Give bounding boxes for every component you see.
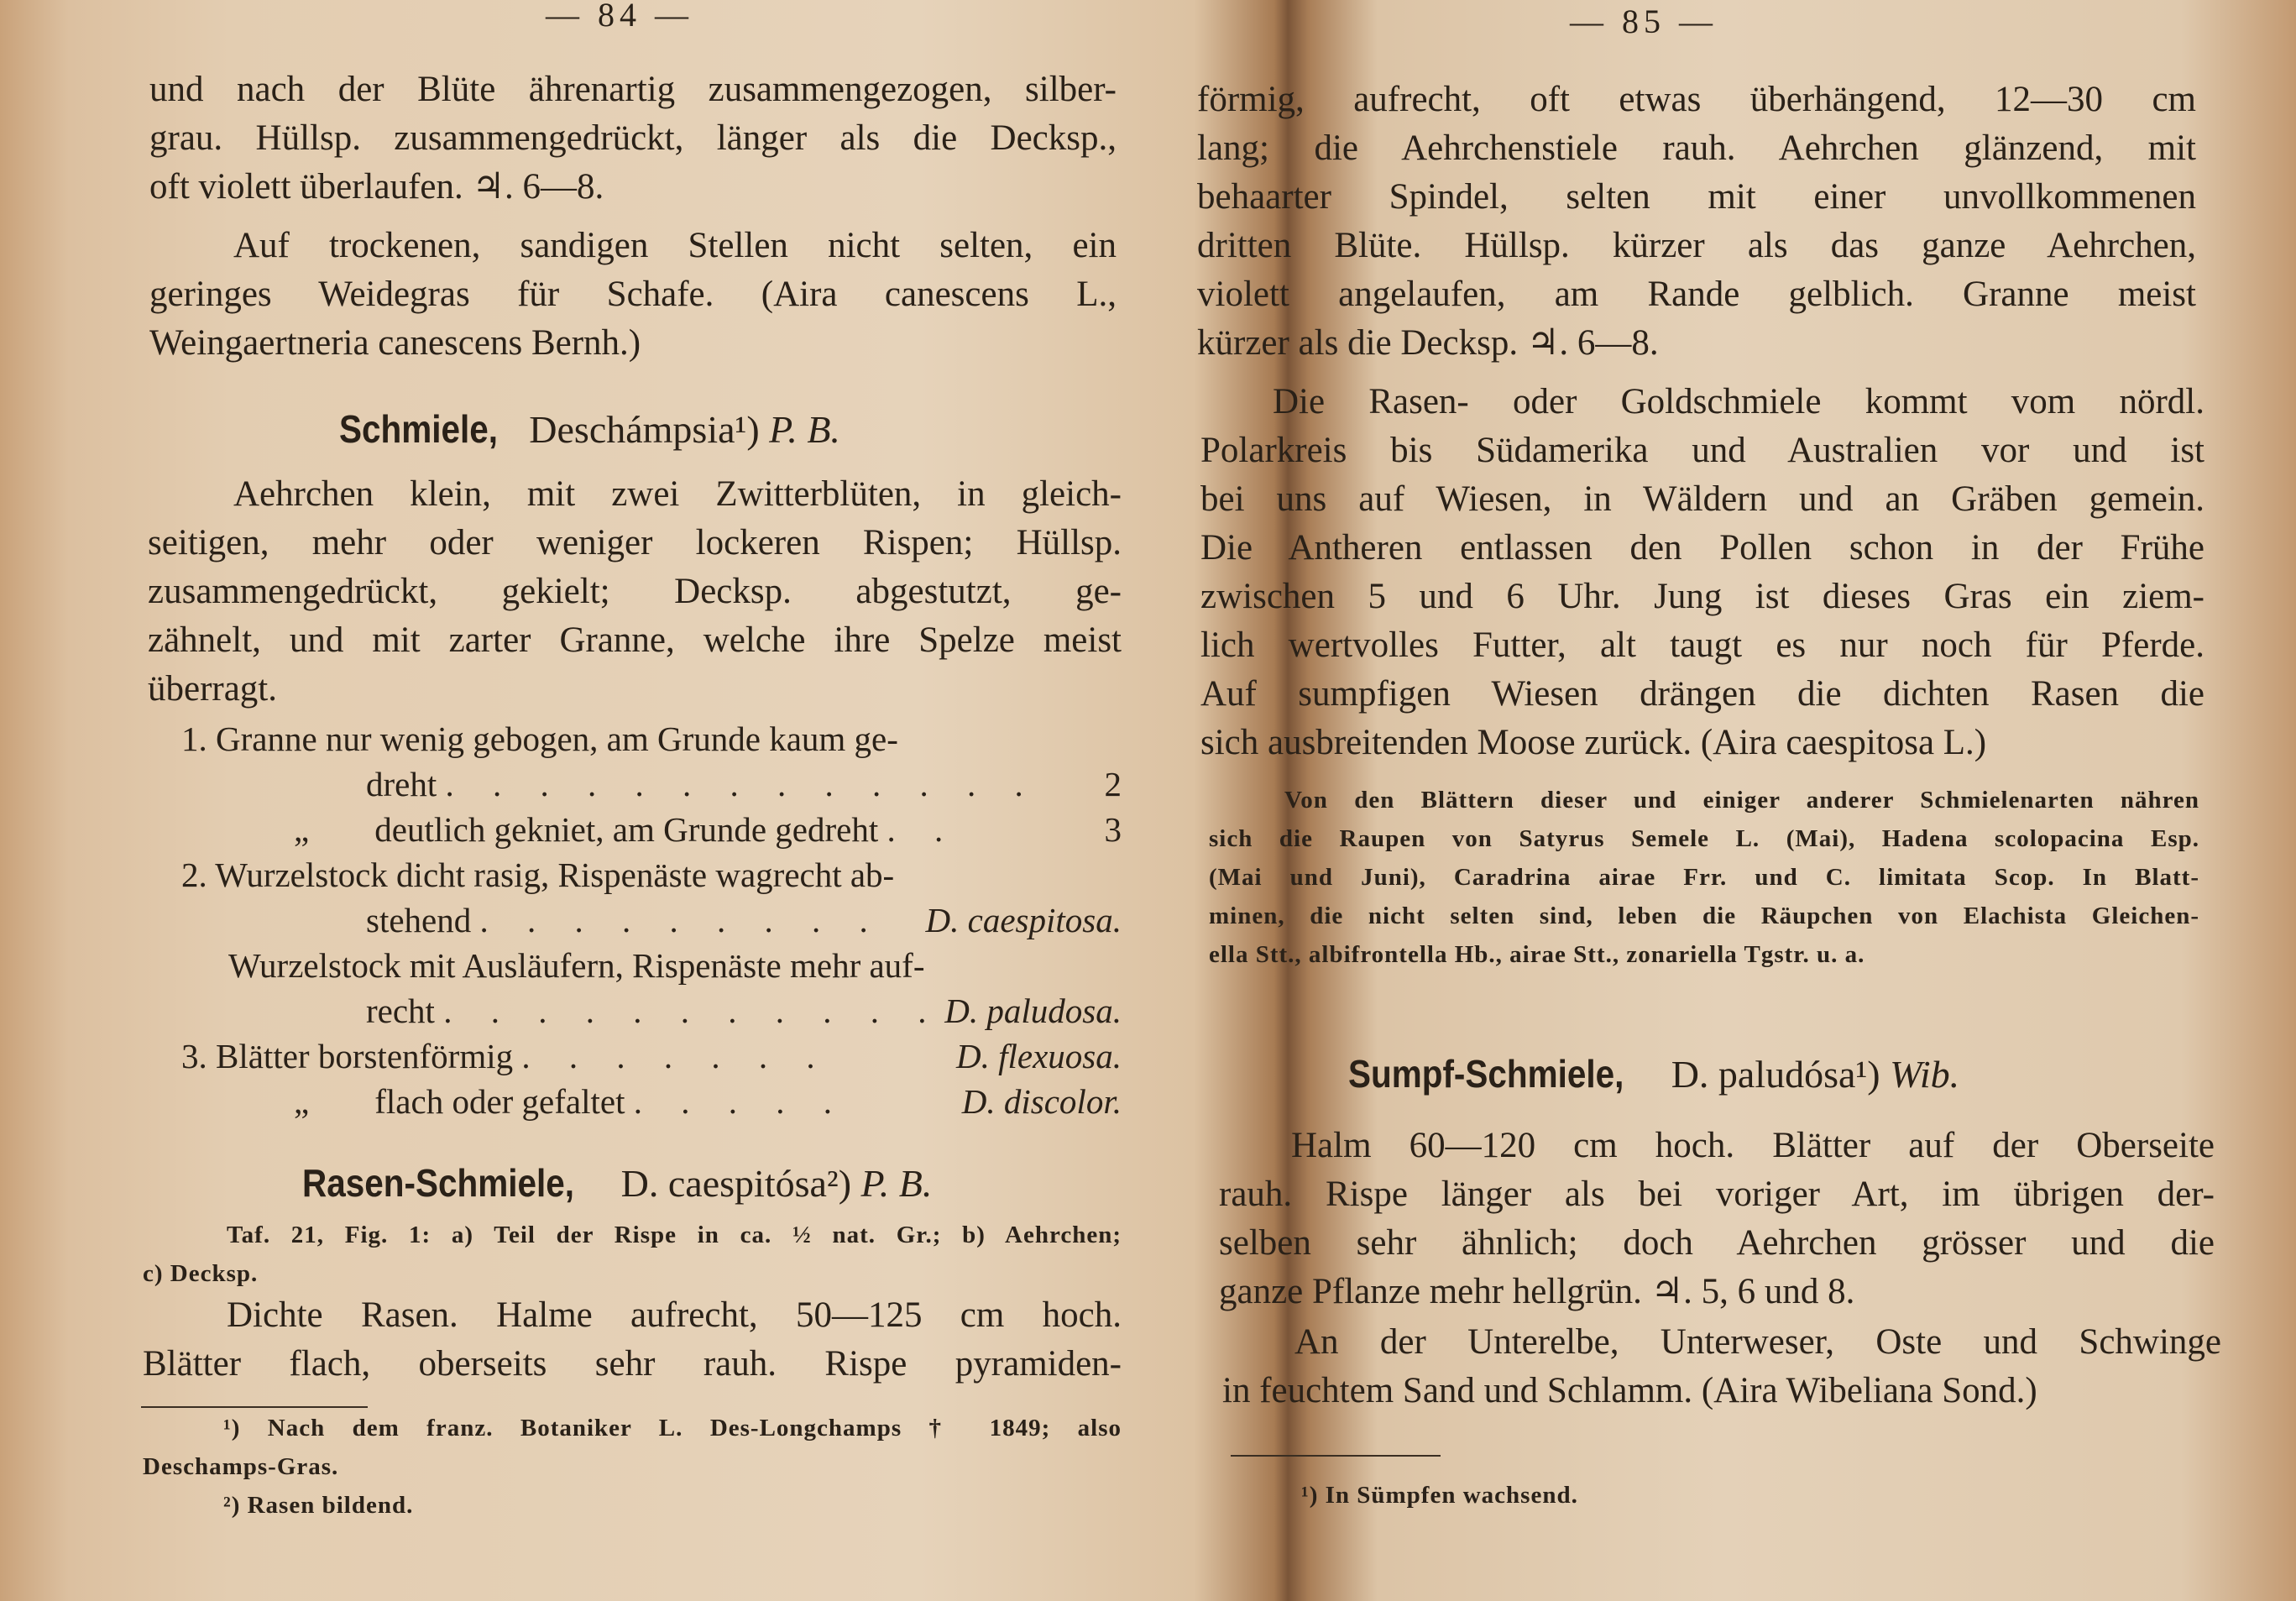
text-line: dritten Blüte. Hüllsp. kürzer als das ganze Aehrchen, — [1197, 226, 2196, 265]
intro-paragraph — [149, 65, 1117, 212]
text-line: behaarter Spindel, selten mit einer unvollkommenen — [1197, 177, 2196, 217]
species-heading — [302, 1160, 932, 1206]
species-latin-name: D. caespitósa²) — [620, 1162, 852, 1205]
key-text: Wurzelstock mit Ausläufern, Rispenäste mehr auf- — [228, 946, 925, 985]
genus-common-name: Schmiele, — [339, 407, 499, 451]
footnotes — [1301, 1476, 2057, 1515]
text-line: zusammengedrückt, gekielt; Decksp. abgestutzt, ge- — [148, 572, 1122, 611]
habitat-paragraph — [1200, 378, 2204, 767]
text-line: und nach der Blüte ährenartig zusammengezogen, silber- — [149, 70, 1117, 109]
footnotes — [143, 1409, 1122, 1525]
text-line: förmig, aufrecht, oft etwas überhängend, 12—30 cm — [1197, 80, 2196, 119]
key-dots: . . . . . . . . . — [479, 901, 883, 939]
page-number: — 84 — — [546, 0, 693, 34]
key-row — [366, 991, 1122, 1031]
genus-latin-name: Deschámpsia¹) — [529, 408, 760, 451]
footnote-line: Deschamps-Gras. — [143, 1453, 339, 1480]
text-line: seitigen, mehr oder weniger lockeren Rispen; Hüllsp. — [148, 523, 1122, 562]
text-line: zwischen 5 und 6 Uhr. Jung ist dieses Gras ein ziem- — [1200, 577, 2204, 616]
continued-description — [1197, 76, 2196, 368]
distribution-paragraph — [1222, 1318, 2221, 1415]
text-line: zähnelt, und mit zarter Granne, welche ihre Spelze meist — [148, 620, 1122, 660]
text-line: Aehrchen klein, mit zwei Zwitterblüten, in gleich- — [233, 474, 1122, 514]
footnote-rule — [141, 1406, 368, 1408]
right-page — [1175, 0, 2296, 1601]
key-number: 2. — [181, 855, 207, 894]
key-row — [181, 719, 1122, 759]
page-number: — 85 — — [1570, 3, 1718, 40]
text-line: Von den Blättern dieser und einiger anderer Schmielenarten nähren — [1284, 787, 2199, 814]
key-row — [366, 900, 1122, 940]
species-heading — [1348, 1051, 1959, 1096]
text-line: Taf. 21, Fig. 1: a) Teil der Rispe in ca. ½ nat. Gr.; b) Aehrchen; — [227, 1222, 1122, 1248]
key-number: „ — [294, 1082, 310, 1121]
key-row — [294, 809, 1122, 850]
text-line: An der Unterelbe, Unterweser, Oste und Schwinge — [1294, 1322, 2221, 1362]
genus-author: P. B. — [769, 408, 840, 451]
text-line: sich ausbreitenden Moose zurück. (Aira caespitosa L.) — [1200, 723, 1987, 762]
key-result: D. caespitosa. — [925, 901, 1122, 939]
footnote-line: ¹) Nach dem franz. Botaniker L. Des-Longchamps † 1849; also — [223, 1415, 1122, 1441]
text-line: Halm 60—120 cm hoch. Blätter auf der Oberseite — [1291, 1126, 2215, 1165]
text-line: c) Decksp. — [143, 1260, 259, 1287]
text-line: (Mai und Juni), Caradrina airae Frr. und C. limitata Scop. In Blatt- — [1209, 864, 2199, 891]
key-row — [228, 945, 1122, 986]
text-line: grau. Hüllsp. zusammengedrückt, länger als die Decksp., — [149, 118, 1117, 158]
text-line: Polarkreis bis Südamerika und Australien vor und ist — [1200, 431, 2204, 470]
key-result: 2 — [1104, 765, 1122, 803]
text-line: in feuchtem Sand und Schlamm. (Aira Wibeliana Sond.) — [1222, 1371, 2037, 1410]
text-line: violett angelaufen, am Rande gelblich. Granne meist — [1197, 275, 2196, 314]
footnote-line: ²) Rasen bildend. — [223, 1492, 414, 1519]
key-number: „ — [294, 810, 310, 849]
key-dots: . . — [886, 810, 959, 849]
text-line: rauh. Rispe länger als bei voriger Art, im übrigen der- — [1219, 1175, 2215, 1214]
text-line: lich wertvolles Futter, alt taugt es nur noch für Pferde. — [1200, 625, 2204, 665]
text-line: Blätter flach, oberseits sehr rauh. Rispe pyramiden- — [143, 1344, 1122, 1384]
key-result: D. discolor. — [961, 1082, 1122, 1121]
key-text: dreht — [366, 765, 437, 803]
text-line: ella Stt., albifrontella Hb., airae Stt., zonariella Tgstr. u. a. — [1209, 941, 1865, 968]
text-line: Die Antheren entlassen den Pollen schon in der Frühe — [1200, 528, 2204, 568]
key-result: 3 — [1104, 810, 1122, 849]
text-line: Die Rasen- oder Goldschmiele kommt vom nördl. — [1273, 382, 2204, 421]
key-text: Granne nur wenig gebogen, am Grunde kaum ge- — [216, 719, 898, 758]
species-common-name: Rasen-Schmiele, — [302, 1161, 574, 1205]
key-number: 3. — [181, 1037, 207, 1075]
key-row — [181, 855, 1122, 895]
species-description — [1219, 1122, 2215, 1316]
key-row — [181, 1036, 1122, 1076]
key-text: deutlich gekniet, am Grunde gedreht — [374, 810, 879, 849]
text-line: minen, die nicht selten sind, leben die Räupchen von Elachista Gleichen- — [1209, 903, 2199, 929]
text-line: Auf trockenen, sandigen Stellen nicht selten, ein — [233, 226, 1117, 265]
key-result: D. flexuosa. — [956, 1037, 1122, 1075]
key-text: stehend — [366, 901, 472, 939]
text-line: überragt. — [148, 669, 278, 709]
species-author: Wib. — [1890, 1053, 1960, 1096]
species-common-name: Sumpf-Schmiele, — [1348, 1052, 1624, 1096]
genus-description — [148, 470, 1122, 714]
plate-reference — [143, 1216, 1122, 1293]
footnote-line: ¹) In Sümpfen wachsend. — [1301, 1482, 1578, 1509]
text-line: selben sehr ähnlich; doch Aehrchen grösser und die — [1219, 1223, 2215, 1263]
species-description — [143, 1291, 1122, 1389]
text-line: geringes Weidegras für Schafe. (Aira canescens L., — [149, 275, 1117, 314]
text-line: Auf sumpfigen Wiesen drängen die dichten Rasen die — [1200, 674, 2204, 714]
key-text: flach oder gefaltet — [374, 1082, 625, 1121]
text-line: Weingaertneria canescens Bernh.) — [149, 323, 641, 363]
genus-heading — [339, 406, 840, 452]
text-line: sich die Raupen von Satyrus Semele L. (Mai), Hadena scolopacina Esp. — [1209, 825, 2199, 852]
text-line: Dichte Rasen. Halme aufrecht, 50—125 cm hoch. — [227, 1295, 1122, 1335]
key-row — [294, 1081, 1122, 1122]
species-latin-name: D. paludósa¹) — [1671, 1053, 1880, 1096]
key-result: D. paludosa. — [944, 991, 1122, 1030]
text-line: kürzer als die Decksp. ♃. 6—8. — [1197, 323, 1659, 363]
key-number: 1. — [181, 719, 207, 758]
text-line: ganze Pflanze mehr hellgrün. ♃. 5, 6 und 8. — [1219, 1272, 1855, 1311]
habitat-paragraph — [149, 222, 1117, 368]
key-text: Blätter borstenförmig — [216, 1037, 514, 1075]
key-dots: . . . . . . . . . . . . . — [445, 765, 1038, 803]
species-author: P. B. — [860, 1162, 933, 1205]
text-line: oft violett überlaufen. ♃. 6—8. — [149, 167, 604, 207]
text-line: bei uns auf Wiesen, in Wäldern und an Gräben gemein. — [1200, 479, 2204, 519]
key-row — [366, 764, 1122, 804]
key-dots: . . . . . — [633, 1082, 847, 1121]
key-text: recht — [366, 991, 435, 1030]
insect-note — [1209, 781, 2199, 974]
key-dots: . . . . . . . — [521, 1037, 830, 1075]
footnote-rule — [1231, 1455, 1441, 1457]
key-dots: . . . . . . . . . . . — [443, 991, 942, 1030]
text-line: lang; die Aehrchenstiele rauh. Aehrchen glänzend, mit — [1197, 128, 2196, 168]
key-text: Wurzelstock dicht rasig, Rispenäste wagrecht ab- — [215, 855, 895, 894]
